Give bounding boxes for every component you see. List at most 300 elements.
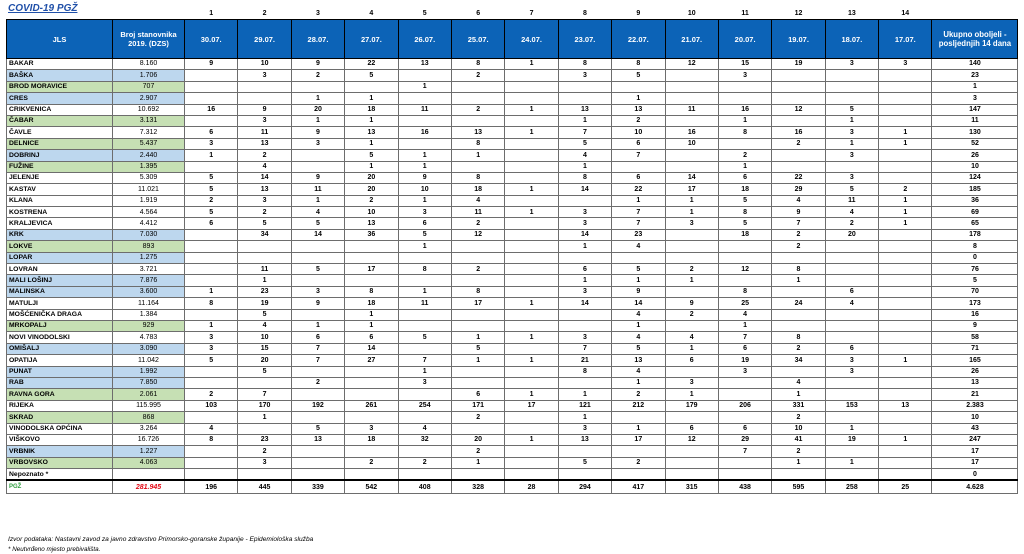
daily-cases: 1 (665, 207, 718, 218)
daily-cases: 1 (825, 115, 878, 126)
total-cases: 124 (932, 172, 1018, 183)
daily-cases: 11 (238, 264, 291, 275)
daily-cases: 17 (451, 298, 504, 309)
daily-cases (185, 241, 238, 252)
daily-cases: 18 (345, 298, 398, 309)
daily-cases: 2 (291, 70, 344, 81)
daily-cases: 192 (291, 400, 344, 411)
total-cases: 165 (932, 355, 1018, 366)
daily-cases: 13 (558, 434, 611, 445)
daily-cases (825, 469, 878, 481)
daily-cases: 9 (291, 127, 344, 138)
daily-cases (558, 93, 611, 104)
daily-cases (772, 70, 825, 81)
daily-cases: 1 (345, 309, 398, 320)
daily-cases (879, 93, 932, 104)
daily-cases: 11 (825, 195, 878, 206)
daily-cases (505, 229, 558, 240)
day-number: 14 (901, 10, 910, 18)
table-row (7, 469, 1018, 481)
daily-cases (505, 446, 558, 457)
daily-cases: 103 (185, 400, 238, 411)
daily-cases (345, 469, 398, 481)
table-row (7, 343, 1018, 354)
total-cases: 58 (932, 332, 1018, 343)
daily-cases (291, 252, 344, 263)
daily-cases: 2 (718, 150, 771, 161)
daily-cases (665, 412, 718, 423)
daily-cases: 8 (718, 207, 771, 218)
daily-cases (345, 389, 398, 400)
daily-cases: 15 (718, 59, 771, 70)
daily-cases (772, 286, 825, 297)
daily-cases: 5 (612, 70, 665, 81)
daily-cases: 4 (665, 332, 718, 343)
daily-cases: 1 (291, 93, 344, 104)
daily-cases: 8 (612, 59, 665, 70)
daily-cases: 1 (505, 298, 558, 309)
daily-cases (185, 457, 238, 468)
table-row (7, 389, 1018, 400)
daily-cases (558, 309, 611, 320)
daily-cases: 5 (291, 218, 344, 229)
daily-total: 328 (451, 480, 504, 494)
daily-cases (879, 366, 932, 377)
daily-cases: 6 (451, 389, 504, 400)
daily-cases (505, 412, 558, 423)
municipality-name: OPATIJA (7, 355, 113, 366)
daily-cases: 1 (558, 161, 611, 172)
total-cases: 36 (932, 195, 1018, 206)
daily-cases (505, 423, 558, 434)
total-cases: 9 (932, 320, 1018, 331)
total-cases: 13 (932, 377, 1018, 388)
total-cases: 10 (932, 412, 1018, 423)
daily-cases (665, 81, 718, 92)
daily-cases: 9 (612, 286, 665, 297)
daily-cases (718, 412, 771, 423)
daily-cases: 1 (505, 355, 558, 366)
daily-cases (505, 252, 558, 263)
daily-cases (398, 469, 451, 481)
daily-cases: 1 (505, 332, 558, 343)
daily-cases: 4 (238, 320, 291, 331)
daily-total: 196 (185, 480, 238, 494)
daily-cases: 121 (558, 400, 611, 411)
daily-cases (505, 150, 558, 161)
daily-cases: 4 (612, 332, 665, 343)
population-value: 7.876 (113, 275, 185, 286)
daily-cases: 2 (185, 195, 238, 206)
daily-cases: 16 (772, 127, 825, 138)
daily-cases: 14 (665, 172, 718, 183)
municipality-name: MOŠĆENIČKA DRAGA (7, 309, 113, 320)
daily-cases: 3 (238, 457, 291, 468)
column-header-date: 23.07. (558, 20, 611, 59)
daily-cases: 29 (718, 434, 771, 445)
table-row (7, 332, 1018, 343)
daily-cases: 18 (718, 184, 771, 195)
daily-cases: 4 (451, 195, 504, 206)
table-row (7, 252, 1018, 263)
daily-cases: 3 (718, 70, 771, 81)
daily-cases (665, 469, 718, 481)
daily-cases: 9 (291, 172, 344, 183)
daily-cases (238, 241, 291, 252)
daily-cases (665, 115, 718, 126)
daily-cases (291, 161, 344, 172)
daily-cases: 19 (718, 355, 771, 366)
daily-cases: 2 (451, 218, 504, 229)
population-value: 2.061 (113, 389, 185, 400)
daily-cases: 2 (291, 377, 344, 388)
daily-cases: 331 (772, 400, 825, 411)
daily-cases: 13 (345, 218, 398, 229)
daily-cases: 10 (612, 127, 665, 138)
daily-cases (238, 81, 291, 92)
daily-cases (825, 309, 878, 320)
daily-total: 408 (398, 480, 451, 494)
daily-cases: 1 (451, 457, 504, 468)
daily-cases (451, 241, 504, 252)
table-row (7, 457, 1018, 468)
daily-cases (825, 70, 878, 81)
daily-cases (718, 93, 771, 104)
daily-cases (879, 241, 932, 252)
population-value: 11.021 (113, 184, 185, 195)
daily-cases: 153 (825, 400, 878, 411)
municipality-name: Nepoznato * (7, 469, 113, 481)
daily-cases: 29 (772, 184, 825, 195)
daily-cases: 1 (718, 115, 771, 126)
daily-cases: 11 (238, 127, 291, 138)
daily-cases: 13 (879, 400, 932, 411)
total-cases: 10 (932, 161, 1018, 172)
population-value: 893 (113, 241, 185, 252)
table-row (7, 355, 1018, 366)
population-value: 5.437 (113, 138, 185, 149)
daily-cases (185, 366, 238, 377)
daily-cases (505, 309, 558, 320)
daily-cases: 4 (185, 423, 238, 434)
day-number: 13 (847, 10, 856, 18)
daily-cases: 41 (772, 434, 825, 445)
daily-cases (398, 252, 451, 263)
daily-cases: 19 (772, 59, 825, 70)
municipality-name: VINODOLSKA OPĆINA (7, 423, 113, 434)
daily-cases: 1 (772, 275, 825, 286)
daily-cases: 9 (772, 207, 825, 218)
daily-cases: 8 (772, 332, 825, 343)
daily-cases: 4 (398, 423, 451, 434)
table-row (7, 195, 1018, 206)
population-value: 1.227 (113, 446, 185, 457)
daily-cases (879, 446, 932, 457)
daily-cases (398, 343, 451, 354)
daily-cases (185, 412, 238, 423)
daily-cases: 1 (398, 366, 451, 377)
daily-cases (665, 320, 718, 331)
daily-cases (825, 332, 878, 343)
daily-cases: 3 (185, 138, 238, 149)
daily-cases: 3 (558, 218, 611, 229)
daily-cases: 13 (398, 59, 451, 70)
daily-cases (825, 389, 878, 400)
daily-cases (772, 320, 825, 331)
population-value: 11.164 (113, 298, 185, 309)
municipality-name: LOKVE (7, 241, 113, 252)
daily-cases (398, 446, 451, 457)
daily-cases: 1 (879, 434, 932, 445)
table-row (7, 412, 1018, 423)
daily-cases (665, 150, 718, 161)
table-row (7, 93, 1018, 104)
daily-cases (505, 343, 558, 354)
daily-cases: 6 (825, 286, 878, 297)
daily-cases: 2 (238, 446, 291, 457)
daily-cases: 11 (451, 207, 504, 218)
daily-cases: 4 (238, 161, 291, 172)
total-cases: 140 (932, 59, 1018, 70)
table-row (7, 184, 1018, 195)
daily-cases (718, 457, 771, 468)
daily-cases: 9 (185, 59, 238, 70)
daily-cases (772, 115, 825, 126)
daily-cases: 7 (718, 446, 771, 457)
daily-cases: 1 (558, 115, 611, 126)
population-total: 281.945 (113, 480, 185, 494)
daily-total: 542 (345, 480, 398, 494)
daily-cases (612, 446, 665, 457)
daily-cases: 3 (825, 366, 878, 377)
daily-cases: 7 (291, 343, 344, 354)
table-row (7, 377, 1018, 388)
daily-cases: 16 (665, 127, 718, 138)
population-value: 3.090 (113, 343, 185, 354)
daily-cases (291, 81, 344, 92)
daily-cases (238, 469, 291, 481)
daily-cases: 1 (879, 207, 932, 218)
daily-cases: 1 (825, 423, 878, 434)
daily-total: 258 (825, 480, 878, 494)
daily-cases: 11 (398, 104, 451, 115)
daily-cases: 6 (612, 172, 665, 183)
daily-cases: 7 (612, 218, 665, 229)
daily-cases: 18 (345, 434, 398, 445)
daily-cases (718, 81, 771, 92)
daily-cases (879, 332, 932, 343)
daily-cases (505, 115, 558, 126)
daily-cases: 2 (345, 195, 398, 206)
daily-cases: 3 (558, 423, 611, 434)
daily-cases (185, 93, 238, 104)
daily-cases: 10 (398, 184, 451, 195)
daily-cases: 17 (345, 264, 398, 275)
total-cases: 17 (932, 457, 1018, 468)
daily-cases: 2 (238, 207, 291, 218)
daily-cases: 2 (398, 457, 451, 468)
daily-cases: 2 (665, 264, 718, 275)
daily-cases (451, 115, 504, 126)
daily-cases (879, 469, 932, 481)
daily-cases: 23 (238, 434, 291, 445)
daily-cases (398, 70, 451, 81)
table-row (7, 150, 1018, 161)
daily-cases (398, 389, 451, 400)
population-value: 10.692 (113, 104, 185, 115)
daily-cases (879, 161, 932, 172)
daily-cases (398, 320, 451, 331)
daily-cases (345, 81, 398, 92)
daily-cases: 4 (772, 195, 825, 206)
total-cases: 17 (932, 446, 1018, 457)
daily-cases: 18 (718, 229, 771, 240)
daily-cases (772, 252, 825, 263)
table-row (7, 115, 1018, 126)
daily-cases: 34 (772, 355, 825, 366)
daily-cases: 3 (665, 377, 718, 388)
daily-cases: 1 (345, 115, 398, 126)
daily-cases: 34 (238, 229, 291, 240)
daily-cases: 5 (291, 264, 344, 275)
daily-cases: 20 (825, 229, 878, 240)
population-value: 3.264 (113, 423, 185, 434)
daily-cases (879, 286, 932, 297)
daily-cases (665, 286, 718, 297)
column-header-total: Ukupno oboljeli - posljednjih 14 dana (932, 20, 1018, 59)
daily-cases: 2 (612, 115, 665, 126)
table-row (7, 298, 1018, 309)
daily-cases: 3 (825, 355, 878, 366)
daily-cases: 3 (291, 286, 344, 297)
daily-cases (345, 446, 398, 457)
municipality-name: ČAVLE (7, 127, 113, 138)
population-value: 8.160 (113, 59, 185, 70)
daily-cases: 4 (825, 207, 878, 218)
footnote: * Neutvrđeno mjesto prebivališta. (8, 546, 101, 553)
population-value: 4.783 (113, 332, 185, 343)
daily-cases: 1 (612, 195, 665, 206)
daily-cases: 1 (398, 195, 451, 206)
daily-cases (665, 366, 718, 377)
table-row (7, 104, 1018, 115)
daily-cases: 14 (558, 298, 611, 309)
daily-total: 25 (879, 480, 932, 494)
population-value: 3.721 (113, 264, 185, 275)
daily-cases: 13 (612, 355, 665, 366)
daily-cases (665, 70, 718, 81)
daily-cases (451, 275, 504, 286)
daily-cases (825, 275, 878, 286)
daily-cases: 3 (238, 195, 291, 206)
daily-cases: 1 (558, 412, 611, 423)
daily-cases (825, 241, 878, 252)
daily-cases: 20 (238, 355, 291, 366)
day-number: 4 (369, 10, 374, 18)
daily-cases (185, 377, 238, 388)
municipality-name: KRK (7, 229, 113, 240)
daily-cases: 23 (238, 286, 291, 297)
total-cases: 11 (932, 115, 1018, 126)
population-value: 3.131 (113, 115, 185, 126)
total-cases: 185 (932, 184, 1018, 195)
daily-cases: 261 (345, 400, 398, 411)
daily-cases: 3 (825, 59, 878, 70)
daily-cases: 1 (398, 161, 451, 172)
daily-cases (398, 275, 451, 286)
covid-cases-table (6, 9, 1018, 494)
daily-cases: 10 (665, 138, 718, 149)
table-row (7, 286, 1018, 297)
table-row (7, 320, 1018, 331)
daily-cases (718, 138, 771, 149)
daily-cases (505, 457, 558, 468)
daily-cases (558, 252, 611, 263)
daily-cases: 14 (291, 229, 344, 240)
daily-cases: 6 (665, 355, 718, 366)
daily-cases: 5 (825, 184, 878, 195)
daily-cases: 19 (238, 298, 291, 309)
daily-cases: 6 (718, 423, 771, 434)
population-value: 1.706 (113, 70, 185, 81)
total-cases: 0 (932, 252, 1018, 263)
daily-cases: 13 (558, 104, 611, 115)
daily-cases (238, 252, 291, 263)
daily-cases (879, 172, 932, 183)
daily-total: 315 (665, 480, 718, 494)
daily-cases (718, 469, 771, 481)
daily-cases (238, 377, 291, 388)
daily-cases (879, 412, 932, 423)
daily-cases (879, 275, 932, 286)
daily-cases: 2 (451, 70, 504, 81)
daily-cases (345, 412, 398, 423)
daily-cases: 1 (238, 275, 291, 286)
daily-cases: 2 (772, 412, 825, 423)
daily-cases: 254 (398, 400, 451, 411)
daily-cases: 4 (772, 377, 825, 388)
daily-cases (398, 115, 451, 126)
daily-cases (772, 469, 825, 481)
daily-cases: 6 (612, 138, 665, 149)
daily-cases: 5 (558, 457, 611, 468)
daily-cases: 1 (291, 320, 344, 331)
daily-cases (291, 366, 344, 377)
daily-cases: 5 (238, 366, 291, 377)
daily-cases: 1 (185, 150, 238, 161)
daily-cases (505, 172, 558, 183)
municipality-name: CRES (7, 93, 113, 104)
daily-cases: 15 (238, 343, 291, 354)
daily-cases: 3 (291, 138, 344, 149)
daily-cases: 1 (879, 355, 932, 366)
total-cases: 0 (932, 469, 1018, 481)
daily-cases (291, 309, 344, 320)
daily-cases: 2 (451, 446, 504, 457)
daily-cases: 17 (505, 400, 558, 411)
daily-cases: 4 (612, 309, 665, 320)
population-value: 707 (113, 81, 185, 92)
daily-cases: 1 (612, 93, 665, 104)
municipality-name: CRIKVENICA (7, 104, 113, 115)
daily-cases: 13 (451, 127, 504, 138)
daily-cases (558, 446, 611, 457)
municipality-name: ČABAR (7, 115, 113, 126)
daily-cases: 2 (345, 457, 398, 468)
population-value: 1.395 (113, 161, 185, 172)
daily-cases: 1 (665, 343, 718, 354)
daily-cases (879, 457, 932, 468)
